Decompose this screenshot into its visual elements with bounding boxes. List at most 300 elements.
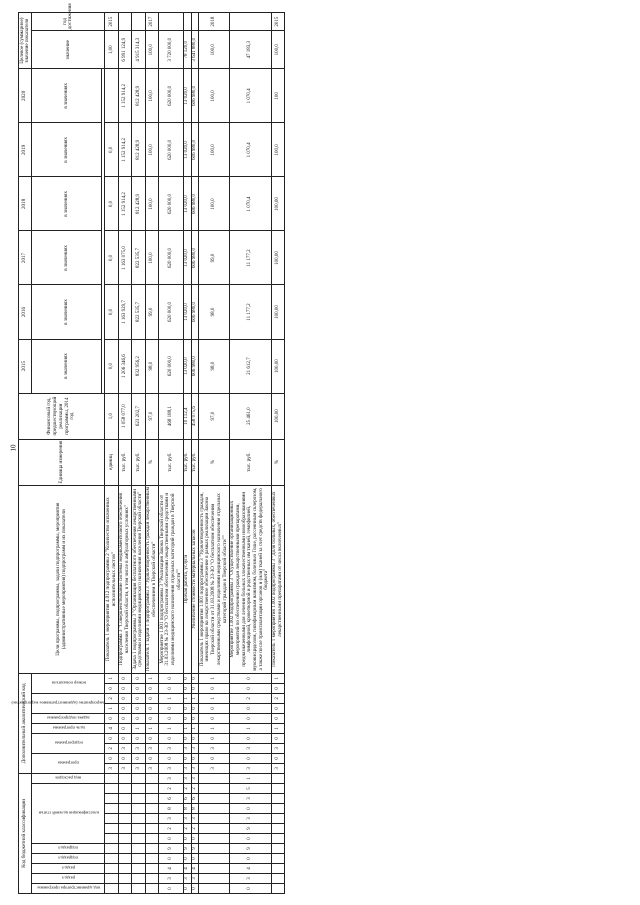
- extra-code-digit-cell: 0: [145, 693, 158, 703]
- year-value-cell: 0,0: [105, 339, 118, 393]
- code-digit-cell: [118, 834, 131, 844]
- year-value-cell: 100,0: [199, 123, 230, 177]
- year-header: 2020: [19, 69, 32, 123]
- code-digit-cell: 4: [191, 864, 199, 874]
- extra-code-digit-cell: 1: [183, 723, 191, 733]
- unit-cell: %: [199, 439, 230, 485]
- code-digit-cell: 0: [191, 854, 199, 864]
- target-value-cell: 100,0: [199, 31, 230, 69]
- item-name-cell: Увеличение стоимости материальных запасов: [191, 485, 199, 673]
- extra-code-digit-cell: 0: [229, 713, 271, 723]
- year-value-cell: 13 020,0: [183, 231, 191, 285]
- code-digit-cell: [145, 804, 158, 814]
- table-row: [199, 13, 230, 894]
- base-year-value-cell: 97,0: [199, 393, 230, 439]
- code-digit-cell: [118, 784, 131, 794]
- code-digit-cell: [132, 874, 145, 884]
- code-digit-cell: [271, 874, 284, 884]
- year-header: 2017: [19, 231, 32, 285]
- year-header: 2018: [19, 177, 32, 231]
- code-digit-cell: [199, 794, 230, 804]
- year-value-cell: 1 070,4: [229, 177, 271, 231]
- year-value-cell: 822 535,7: [132, 231, 145, 285]
- extra-code-digit-cell: 3: [183, 743, 191, 753]
- code-digit-cell: [132, 864, 145, 874]
- code-digit-cell: [271, 773, 284, 783]
- goals-column-header: Цели программы, подпрограммы, задачи подпрограммы, мероприятия (административные мероприятия) подпрограмм и их показатели: [19, 485, 105, 673]
- extra-code-digit-cell: 0: [132, 683, 145, 693]
- extra-code-digit-cell: 0: [159, 713, 184, 723]
- code-digit-cell: 8: [191, 804, 199, 814]
- code-digit-cell: [199, 784, 230, 794]
- extra-code-digit-cell: 0: [118, 733, 131, 743]
- page-number: 10: [9, 444, 18, 452]
- code-digit-cell: [105, 834, 118, 844]
- year-value-cell: 100,0: [145, 177, 158, 231]
- year-value-cell: 13 020,0: [183, 285, 191, 339]
- extra-col-header: подпрограмма: [32, 733, 105, 753]
- extra-code-digit-cell: 0: [199, 713, 230, 723]
- code-digit-cell: [118, 884, 131, 894]
- code-digit-cell: 2: [191, 784, 199, 794]
- year-value-cell: 606 980,0: [191, 285, 199, 339]
- year-value-cell: 812 428,9: [132, 69, 145, 123]
- code-col-header: код администратора программы: [32, 884, 105, 894]
- extra-code-digit-cell: 1: [105, 673, 118, 683]
- table-row: [105, 13, 118, 894]
- year-value-cell: 812 428,9: [132, 177, 145, 231]
- year-value-cell: 620 000,0: [159, 339, 184, 393]
- code-digit-cell: [105, 804, 118, 814]
- year-header: 2019: [19, 123, 32, 177]
- extra-code-digit-cell: 3: [271, 763, 284, 773]
- code-digit-cell: 0: [229, 854, 271, 864]
- year-value-cell: 1 206 346,6: [118, 339, 131, 393]
- year-value-cell: 98,0: [199, 285, 230, 339]
- extra-code-digit-cell: 3: [145, 743, 158, 753]
- units-subheader: в значениях: [32, 69, 102, 123]
- base-year-value-cell: 458 075,6: [191, 393, 199, 439]
- unit-cell: тыс. руб.: [132, 439, 145, 485]
- code-digit-cell: [199, 773, 230, 783]
- target-year-cell: 2017: [145, 13, 158, 31]
- extra-code-digit-cell: 0: [132, 693, 145, 703]
- year-value-cell: 620 000,0: [159, 285, 184, 339]
- extra-code-digit-cell: 0: [145, 713, 158, 723]
- code-digit-cell: [118, 854, 131, 864]
- code-digit-cell: [132, 794, 145, 804]
- extra-code-digit-cell: 0: [118, 713, 131, 723]
- extra-code-digit-cell: 3: [229, 743, 271, 753]
- extra-code-digit-cell: 0: [271, 733, 284, 743]
- extra-code-digit-cell: 0: [191, 703, 199, 713]
- code-digit-cell: 3: [229, 794, 271, 804]
- item-name-cell: Задача 1 подпрограммы 3 "Организация бесплатного обеспечения лекарственными средствами и изделиями медицинского назначения населения Тверской области": [132, 485, 145, 673]
- year-value-cell: 13 020,0: [183, 123, 191, 177]
- target-value-cell: 3 720 000,0: [159, 31, 184, 69]
- target-value-cell: 6 991 124,9: [118, 31, 131, 69]
- extra-code-digit-cell: 0: [132, 673, 145, 683]
- code-digit-cell: 3: [159, 874, 184, 884]
- unit-cell: тыс. руб.: [191, 439, 199, 485]
- unit-cell: тыс. руб.: [229, 439, 271, 485]
- extra-code-digit-cell: 0: [183, 713, 191, 723]
- extra-code-digit-cell: 0: [145, 683, 158, 693]
- extra-code-digit-cell: 0: [105, 683, 118, 693]
- extra-code-digit-cell: 3: [199, 743, 230, 753]
- extra-code-digit-cell: 0: [229, 733, 271, 743]
- table-row: [229, 13, 271, 894]
- item-name-cell: Мероприятие 1.001 подпрограммы 3 "Реализация Закона Тверской области от 31.03.2008 № 23-ЗО "О бесплатном обеспечении лекарственными средствами и изделиями медицинского назначения отдельных категорий граждан в Тверской области"": [159, 485, 184, 673]
- code-digit-cell: [118, 874, 131, 884]
- code-digit-cell: 3: [191, 773, 199, 783]
- code-digit-cell: 0: [159, 854, 184, 864]
- extra-code-digit-cell: 0: [271, 713, 284, 723]
- target-year-cell: [159, 13, 184, 31]
- extra-code-digit-cell: 0: [199, 683, 230, 693]
- year-value-cell: 21 612,7: [229, 339, 271, 393]
- code-col-header: вид расходов: [32, 773, 105, 783]
- year-value-cell: 606 980,0: [191, 69, 199, 123]
- item-name-cell: Показатель 1 задачи 1 подпрограммы 3 "Удовлетворенность граждан лекарственным обеспечением в Тверской области": [145, 485, 158, 673]
- extra-code-digit-cell: 0: [118, 723, 131, 733]
- extra-code-digit-cell: 3: [145, 763, 158, 773]
- target-year-cell: [191, 13, 199, 31]
- code-digit-cell: 5: [229, 784, 271, 794]
- extra-code-digit-cell: 0: [183, 733, 191, 743]
- year-value-cell: 0,0: [105, 285, 118, 339]
- target-value-cell: 100,0: [145, 31, 158, 69]
- code-digit-cell: 9: [159, 844, 184, 854]
- extra-code-digit-cell: 0: [159, 673, 184, 683]
- code-digit-cell: [145, 884, 158, 894]
- code-digit-cell: 0: [191, 884, 199, 894]
- year-value-cell: 0,0: [105, 231, 118, 285]
- code-digit-cell: [271, 784, 284, 794]
- code-digit-cell: [199, 884, 230, 894]
- table-row: [159, 13, 184, 894]
- code-digit-cell: 0: [159, 834, 184, 844]
- extra-code-digit-cell: 0: [132, 733, 145, 743]
- year-value-cell: 1 070,4: [229, 69, 271, 123]
- code-digit-cell: 4: [183, 864, 191, 874]
- year-value-cell: 606 980,0: [191, 177, 199, 231]
- year-value-cell: 0,0: [105, 123, 118, 177]
- year-value-cell: 13 020,0: [183, 69, 191, 123]
- extra-col-header: задача подпрограммы: [32, 713, 105, 723]
- code-col-header: подраздел: [32, 844, 105, 854]
- code-digit-cell: [105, 773, 118, 783]
- code-col-header: раздел: [32, 864, 105, 874]
- extra-code-digit-cell: 1: [191, 693, 199, 703]
- code-digit-cell: 0: [183, 854, 191, 864]
- code-digit-cell: [132, 773, 145, 783]
- extra-code-digit-cell: 1: [105, 703, 118, 713]
- code-digit-cell: 6: [183, 794, 191, 804]
- code-digit-cell: [105, 784, 118, 794]
- code-digit-cell: [118, 844, 131, 854]
- year-value-cell: 100,0: [199, 69, 230, 123]
- item-name-cell: Показатель 1 мероприятия 1.002 подпрограммы 3 "Доля больных, обеспеченных лекарственными препаратами от числа включенных": [271, 485, 284, 673]
- extra-code-digit-cell: 3: [191, 743, 199, 753]
- extra-code-digit-cell: 3: [199, 763, 230, 773]
- code-digit-cell: [145, 814, 158, 824]
- unit-column-header: Единица измерения: [19, 439, 105, 485]
- code-digit-cell: [271, 804, 284, 814]
- extra-code-digit-cell: 0: [229, 703, 271, 713]
- extra-code-group-header: Дополнительный аналитический код: [19, 673, 32, 773]
- extra-code-digit-cell: 0: [191, 753, 199, 763]
- extra-code-digit-cell: 3: [271, 743, 284, 753]
- code-digit-cell: [132, 824, 145, 834]
- table-row: [271, 13, 284, 894]
- code-digit-cell: 6: [159, 794, 184, 804]
- code-digit-cell: [118, 824, 131, 834]
- extra-code-digit-cell: 0: [132, 753, 145, 763]
- item-name-cell: Мероприятие 1.002 подпрограммы 3 "Осуществление организационных мероприятий по обеспечению граждан лекарственными препаратами, предназначенными для лечения больных злокачественными новообразованиями лимфоидной, кроветворной и родственных им тканей, гемофилией, муковисцидозом, гипофизарным нанизмом, болезнью Гоше, рассеянным склерозом, а также после трансплантации органов и (или) тканей за счет средств федерального бюджета": [229, 485, 271, 673]
- code-digit-cell: 2: [183, 784, 191, 794]
- units-subheader: в значениях: [32, 177, 102, 231]
- code-digit-cell: [145, 794, 158, 804]
- code-digit-cell: 0: [183, 884, 191, 894]
- year-value-cell: 812 428,9: [132, 123, 145, 177]
- extra-code-digit-cell: 4: [105, 723, 118, 733]
- program-indicators-table: [11, 3, 285, 894]
- year-value-cell: 822 535,7: [132, 285, 145, 339]
- extra-code-digit-cell: 0: [183, 683, 191, 693]
- extra-code-digit-cell: 0: [199, 753, 230, 763]
- extra-code-digit-cell: 0: [105, 713, 118, 723]
- units-subheader: в значениях: [32, 231, 102, 285]
- extra-code-digit-cell: 1: [271, 723, 284, 733]
- extra-code-digit-cell: 2: [105, 693, 118, 703]
- code-digit-cell: [145, 773, 158, 783]
- extra-code-digit-cell: 3: [132, 743, 145, 753]
- code-digit-cell: [105, 844, 118, 854]
- extra-code-digit-cell: 3: [118, 763, 131, 773]
- base-year-value-cell: 97,0: [145, 393, 158, 439]
- extra-code-digit-cell: 1: [199, 693, 230, 703]
- extra-code-digit-cell: 0: [105, 733, 118, 743]
- extra-code-digit-cell: 0: [118, 753, 131, 763]
- extra-code-digit-cell: 0: [229, 673, 271, 683]
- extra-code-digit-cell: 0: [199, 703, 230, 713]
- extra-code-digit-cell: 0: [159, 733, 184, 743]
- code-digit-cell: [118, 804, 131, 814]
- code-digit-cell: [145, 834, 158, 844]
- code-digit-cell: [105, 854, 118, 864]
- year-value-cell: 13 020,0: [183, 177, 191, 231]
- code-digit-cell: [199, 874, 230, 884]
- extra-code-digit-cell: 2: [229, 693, 271, 703]
- target-year-cell: [132, 13, 145, 31]
- year-value-cell: 1 163 929,7: [118, 285, 131, 339]
- unit-cell: единиц: [105, 439, 118, 485]
- code-digit-cell: 0: [229, 804, 271, 814]
- code-digit-cell: [145, 854, 158, 864]
- extra-col-header: цель программы: [32, 723, 105, 733]
- year-value-cell: 606 980,0: [191, 339, 199, 393]
- extra-code-digit-cell: 0: [183, 703, 191, 713]
- year-value-cell: 606 980,0: [191, 231, 199, 285]
- year-value-cell: 100,0: [145, 123, 158, 177]
- year-value-cell: 1 070,4: [229, 123, 271, 177]
- code-digit-cell: 9: [229, 824, 271, 834]
- extra-code-digit-cell: 1: [145, 673, 158, 683]
- unit-cell: тыс. руб.: [183, 439, 191, 485]
- year-value-cell: 100,00: [271, 177, 284, 231]
- code-digit-cell: [271, 854, 284, 864]
- extra-col-header: программа: [32, 753, 105, 773]
- extra-code-digit-cell: 0: [229, 683, 271, 693]
- code-digit-cell: [199, 824, 230, 834]
- code-col-header: подраздел: [32, 854, 105, 864]
- base-year-value-cell: 10 112,4: [183, 393, 191, 439]
- extra-code-digit-cell: 1: [191, 723, 199, 733]
- year-value-cell: 0,0: [105, 177, 118, 231]
- base-year-value-cell: 623 202,7: [132, 393, 145, 439]
- code-digit-cell: [118, 864, 131, 874]
- code-digit-cell: [145, 864, 158, 874]
- code-digit-cell: 1: [229, 773, 271, 783]
- year-value-cell: 620 000,0: [159, 231, 184, 285]
- extra-code-digit-cell: 0: [271, 753, 284, 763]
- code-digit-cell: [145, 784, 158, 794]
- extra-code-digit-cell: 3: [105, 763, 118, 773]
- code-col-header: раздел: [32, 874, 105, 884]
- extra-code-digit-cell: 0: [118, 693, 131, 703]
- extra-code-digit-cell: 1: [199, 673, 230, 683]
- extra-code-digit-cell: 0: [229, 753, 271, 763]
- extra-code-digit-cell: 0: [191, 673, 199, 683]
- extra-code-digit-cell: 1: [183, 693, 191, 703]
- year-value-cell: 13 020,0: [183, 339, 191, 393]
- base-year-column-header: Финансовый год, предшествующий реализации программы, 2014 год: [19, 393, 105, 439]
- target-value-header: значение: [32, 31, 105, 69]
- extra-code-digit-cell: 3: [191, 763, 199, 773]
- code-digit-cell: [105, 814, 118, 824]
- extra-code-digit-cell: 0: [191, 683, 199, 693]
- code-digit-cell: [199, 844, 230, 854]
- rotated-table-container: [11, 3, 618, 894]
- extra-code-digit-cell: 0: [191, 713, 199, 723]
- code-digit-cell: [118, 814, 131, 824]
- unit-cell: %: [271, 439, 284, 485]
- extra-code-digit-cell: 3: [132, 763, 145, 773]
- code-digit-cell: 3: [159, 814, 184, 824]
- year-value-cell: 11 177,2: [229, 285, 271, 339]
- target-value-cell: 78 120,0: [183, 31, 191, 69]
- year-value-cell: 100,0: [145, 69, 158, 123]
- units-subheader: в значениях: [32, 123, 102, 177]
- year-value-cell: 11 177,2: [229, 231, 271, 285]
- code-digit-cell: [199, 834, 230, 844]
- year-value-cell: 1 152 914,2: [118, 69, 131, 123]
- year-value-cell: 100,00: [271, 339, 284, 393]
- code-digit-cell: [132, 834, 145, 844]
- table-row: [183, 13, 191, 894]
- extra-code-digit-cell: 0: [159, 753, 184, 763]
- year-value-cell: 100,00: [271, 285, 284, 339]
- target-year-cell: [183, 13, 191, 31]
- target-value-cell: 3 641 880,0: [191, 31, 199, 69]
- code-digit-cell: 3: [229, 814, 271, 824]
- code-digit-cell: 9: [191, 844, 199, 854]
- year-value-cell: 100,0: [271, 123, 284, 177]
- year-value-cell: 620 000,0: [159, 69, 184, 123]
- code-digit-cell: 2: [159, 784, 184, 794]
- target-year-header: год достижения: [32, 13, 105, 31]
- code-digit-cell: 2: [191, 824, 199, 834]
- extra-col-header: мероприятие (административное мероприятие): [32, 693, 105, 713]
- code-digit-cell: 8: [159, 804, 184, 814]
- extra-code-digit-cell: 0: [199, 733, 230, 743]
- extra-code-digit-cell: 0: [145, 703, 158, 713]
- year-value-cell: 98,0: [199, 339, 230, 393]
- code-digit-cell: [105, 884, 118, 894]
- code-digit-cell: [132, 784, 145, 794]
- code-digit-cell: 3: [183, 773, 191, 783]
- code-digit-cell: [105, 874, 118, 884]
- year-value-cell: 1 163 075,0: [118, 231, 131, 285]
- extra-code-digit-cell: 3: [159, 763, 184, 773]
- extra-code-digit-cell: 0: [159, 683, 184, 693]
- unit-cell: тыс. руб.: [118, 439, 131, 485]
- extra-col-header: номер показателя: [32, 673, 105, 693]
- unit-cell: тыс. руб.: [159, 439, 184, 485]
- target-year-cell: [229, 13, 271, 31]
- code-digit-cell: 0: [159, 884, 184, 894]
- code-digit-cell: [118, 773, 131, 783]
- code-group-header: Код бюджетной классификации: [19, 773, 32, 893]
- code-digit-cell: 0: [229, 834, 271, 844]
- code-digit-cell: [199, 864, 230, 874]
- item-name-cell: Показатель 1 мероприятия 1.001 подпрограммы 3 "Удовлетворенность граждан, имеющих право на лекарственное обеспечение в рамках реализации Закона Тверской области от 31.03.2008 № 23-ЗО "О бесплатном обеспечении лекарственными средствами и изделиями медицинского назначения отдельных категорий граждан в Тверской области"": [199, 485, 230, 673]
- extra-code-digit-cell: 0: [145, 733, 158, 743]
- code-digit-cell: [271, 884, 284, 894]
- year-value-cell: 620 000,0: [159, 123, 184, 177]
- code-digit-cell: 9: [183, 844, 191, 854]
- extra-code-digit-cell: 0: [118, 673, 131, 683]
- year-header: 2015: [19, 339, 32, 393]
- program-table-frame: [11, 3, 618, 894]
- code-digit-cell: [132, 844, 145, 854]
- code-digit-cell: 0: [229, 884, 271, 894]
- code-digit-cell: [271, 794, 284, 804]
- header-row-groups: [19, 13, 32, 894]
- extra-code-digit-cell: 0: [271, 683, 284, 693]
- code-col-header: классификация целевой статьи: [32, 784, 105, 844]
- unit-cell: %: [145, 439, 158, 485]
- extra-code-digit-cell: 0: [271, 703, 284, 713]
- table-row: [132, 13, 145, 894]
- target-group-header: Целевое (суммарное) значение показателя: [19, 13, 32, 69]
- year-value-cell: 1 152 914,2: [118, 123, 131, 177]
- code-digit-cell: [271, 824, 284, 834]
- code-digit-cell: 3: [159, 773, 184, 783]
- base-year-value-cell: 1 058 077,0: [118, 393, 131, 439]
- code-digit-cell: 3: [191, 814, 199, 824]
- extra-code-digit-cell: 2: [105, 743, 118, 753]
- code-digit-cell: [145, 824, 158, 834]
- year-value-cell: 1 152 914,2: [118, 177, 131, 231]
- base-year-value-cell: 100,00: [271, 393, 284, 439]
- extra-code-digit-cell: 0: [118, 683, 131, 693]
- code-digit-cell: 9: [229, 844, 271, 854]
- item-name-cell: Показатель 1 мероприятия 4.012 подпрограммы 2 "Количество оплаченных исполнительных листов": [105, 485, 118, 673]
- year-value-cell: 606 980,0: [191, 123, 199, 177]
- code-digit-cell: 2: [183, 824, 191, 834]
